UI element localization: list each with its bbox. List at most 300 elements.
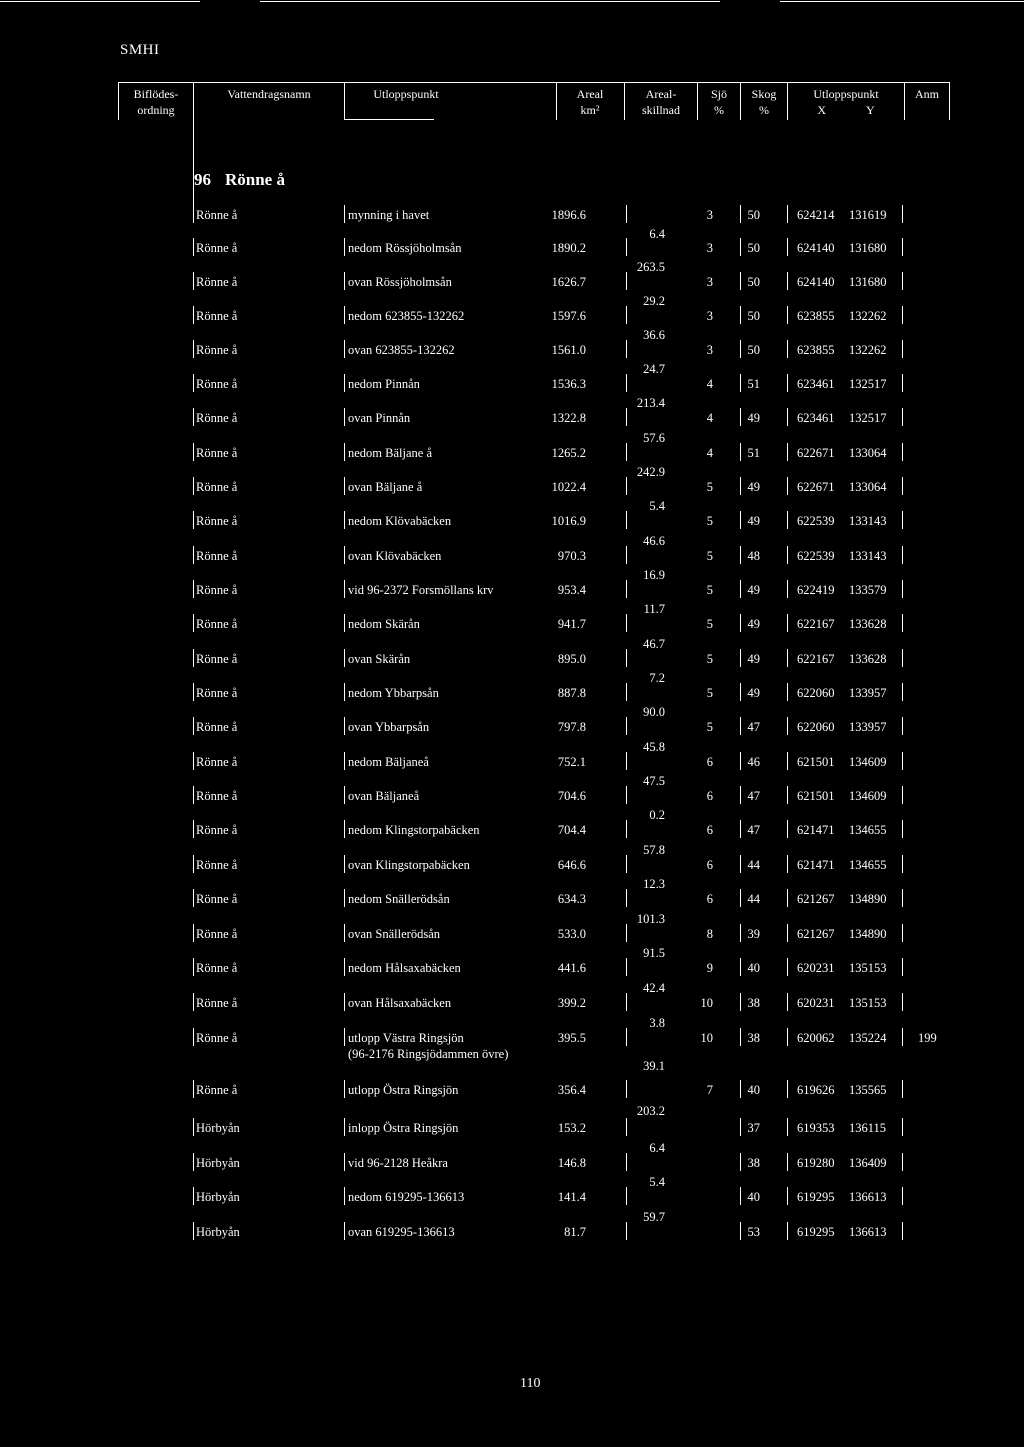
river-cell: Rönne å [196,309,238,323]
col-order-header: Biflödes- ordning [133,87,179,117]
cell-divider [740,374,741,392]
cell-divider [626,443,627,461]
x-cell: 623461 [797,377,835,391]
cell-divider [193,546,194,564]
area-diff-value: 91.5 [643,946,665,960]
river-cell: Rönne å [196,961,238,975]
outlet-cell: ovan 619295-136613 [348,1225,455,1239]
cell-divider [740,820,741,838]
area-cell: 533.0 [557,927,586,941]
cell-divider [787,580,788,598]
y-cell: 135153 [849,996,887,1010]
x-cell: 620231 [797,996,835,1010]
table-row [0,410,1024,430]
cell-divider [344,1187,345,1205]
river-cell: Rönne å [196,892,238,906]
table-row [0,754,1024,774]
river-cell: Hörbyån [196,1190,240,1204]
note-cell: 199 [918,1031,937,1045]
cell-divider [344,958,345,976]
lake-cell: 3 [706,275,713,289]
cell-divider [902,238,903,256]
forest-cell: 50 [747,241,760,255]
lake-cell: 9 [706,961,713,975]
river-cell: Rönne å [196,686,238,700]
cell-divider [902,993,903,1011]
x-cell: 621471 [797,823,835,837]
cell-divider [787,1118,788,1136]
y-cell: 134655 [849,858,887,872]
cell-divider [344,855,345,873]
lake-cell: 5 [706,549,713,563]
cell-divider [740,1187,741,1205]
cell-divider [740,717,741,735]
cell-divider [740,546,741,564]
cell-divider [626,683,627,701]
forest-cell: 47 [747,720,760,734]
cell-divider [344,306,345,324]
y-cell: 135565 [849,1083,887,1097]
cell-divider [626,717,627,735]
area-diff-value: 24.7 [643,362,665,376]
cell-divider [787,1080,788,1098]
x-cell: 619295 [797,1225,835,1239]
cell-divider [740,649,741,667]
cell-divider [740,580,741,598]
cell-divider [193,511,194,529]
cell-divider [344,1028,345,1046]
lake-cell: 6 [706,755,713,769]
forest-cell: 38 [747,1031,760,1045]
outlet-cell: ovan Hålsaxabäcken [348,996,452,1010]
area-cell: 395.5 [557,1031,586,1045]
area-cell: 634.3 [557,892,586,906]
cell-divider [344,649,345,667]
area-cell: 1265.2 [551,446,586,460]
x-cell: 622671 [797,480,835,494]
cell-divider [740,786,741,804]
y-cell: 133064 [849,480,887,494]
river-cell: Hörbyån [196,1225,240,1239]
cell-divider [787,752,788,770]
table-row [0,479,1024,499]
cell-divider [787,1187,788,1205]
y-cell: 136409 [849,1156,887,1170]
cell-divider [344,340,345,358]
table-row [0,207,1024,227]
x-cell: 623855 [797,343,835,357]
cell-divider [344,1080,345,1098]
cell-divider [787,272,788,290]
area-cell: 797.8 [557,720,586,734]
forest-cell: 49 [747,686,760,700]
x-cell: 622060 [797,720,835,734]
lake-cell: 5 [706,686,713,700]
outlet-cell: ovan Bäljaneå [348,789,420,803]
cell-divider [740,1118,741,1136]
outlet-cell: nedom Snällerödsån [348,892,450,906]
cell-divider [902,374,903,392]
cell-divider [902,924,903,942]
cell-divider [626,1153,627,1171]
cell-divider [902,546,903,564]
cell-divider [902,1153,903,1171]
lake-cell: 3 [706,208,713,222]
river-cell: Rönne å [196,275,238,289]
x-cell: 623461 [797,411,835,425]
col-note-header: Anm [915,87,939,101]
cell-divider [902,1118,903,1136]
river-cell: Rönne å [196,583,238,597]
cell-divider [787,477,788,495]
forest-cell: 37 [747,1121,760,1135]
area-diff-value: 263.5 [636,260,665,274]
area-cell: 704.6 [557,789,586,803]
x-cell: 621267 [797,892,835,906]
forest-cell: 50 [747,343,760,357]
lake-cell: 4 [706,411,713,425]
cell-divider [902,205,903,223]
area-cell: 1890.2 [551,241,586,255]
area-cell: 1322.8 [551,411,586,425]
cell-divider [787,306,788,324]
outlet-cell: nedom 623855-132262 [348,309,465,323]
outlet-cell: nedom Bäljane å [348,446,432,460]
cell-divider [787,511,788,529]
area-cell: 1536.3 [551,377,586,391]
header-bottom-rule [344,119,434,120]
river-cell: Rönne å [196,1083,238,1097]
outlet-cell: ovan Pinnån [348,411,411,425]
forest-cell: 49 [747,583,760,597]
cell-divider [344,580,345,598]
x-cell: 619295 [797,1190,835,1204]
cell-divider [193,820,194,838]
outlet-cell: nedom Klövabäcken [348,514,452,528]
cell-divider [193,889,194,907]
cell-divider [193,1153,194,1171]
x-cell: 621501 [797,755,835,769]
area-cell: 141.4 [557,1190,586,1204]
cell-divider [902,958,903,976]
y-cell: 136115 [849,1121,887,1135]
y-cell: 136613 [849,1190,887,1204]
area-diff-value: 57.6 [643,430,665,445]
cell-divider [902,306,903,324]
lake-cell: 3 [706,241,713,255]
table-row [0,995,1024,1015]
cell-divider [787,408,788,426]
table-row [0,582,1024,602]
cell-divider [193,580,194,598]
cell-divider [626,1222,627,1240]
table-row [0,1120,1024,1140]
forest-cell: 39 [747,927,760,941]
cell-divider [740,958,741,976]
lake-cell: 5 [706,480,713,494]
area-diff-value: 0.2 [649,808,665,822]
cell-divider [787,958,788,976]
lake-cell: 4 [706,446,713,460]
cell-divider [193,786,194,804]
cell-divider [344,1222,345,1240]
table-row [0,376,1024,396]
table-row [0,513,1024,533]
lake-cell: 7 [706,1083,713,1097]
outlet-cell: utlopp Östra Ringsjön [348,1083,459,1097]
area-cell: 81.7 [564,1225,586,1239]
cell-divider [344,993,345,1011]
area-cell: 1626.7 [551,275,586,289]
cell-divider [344,205,345,223]
x-cell: 622419 [797,583,835,597]
cell-divider [740,205,741,223]
table-row [0,616,1024,636]
x-cell: 624140 [797,241,835,255]
cell-divider [902,1080,903,1098]
cell-divider [902,683,903,701]
area-cell: 356.4 [557,1083,586,1097]
river-cell: Rönne å [196,823,238,837]
cell-divider [626,238,627,256]
cell-divider [626,205,627,223]
cell-divider [344,614,345,632]
river-cell: Rönne å [196,858,238,872]
cell-divider [902,889,903,907]
area-cell: 953.4 [557,583,586,597]
forest-cell: 40 [747,961,760,975]
cell-divider [344,924,345,942]
area-cell: 153.2 [557,1121,586,1135]
area-cell: 941.7 [557,617,586,631]
cell-divider [193,340,194,358]
cell-divider [344,683,345,701]
area-cell: 704.4 [557,823,586,837]
river-cell: Rönne å [196,652,238,666]
cell-divider [787,993,788,1011]
outlet-cell: utlopp Västra Ringsjön [348,1031,464,1045]
cell-divider [344,272,345,290]
cell-divider [193,1080,194,1098]
cell-divider [902,614,903,632]
cell-divider [740,1153,741,1171]
forest-cell: 50 [747,309,760,323]
cell-divider [626,1187,627,1205]
cell-divider [787,649,788,667]
cell-divider [740,443,741,461]
table-row [0,891,1024,911]
y-cell: 132262 [849,343,887,357]
cell-divider [787,820,788,838]
area-diff-value: 36.6 [643,328,665,342]
cell-divider [740,855,741,873]
lake-cell: 5 [706,583,713,597]
area-diff-value: 3.8 [649,1015,665,1030]
outlet-cell: ovan 623855-132262 [348,343,455,357]
area-diff-value: 47.5 [643,774,665,788]
forest-cell: 51 [747,446,760,460]
cell-divider [193,683,194,701]
area-diff-value: 90.0 [643,705,665,719]
y-cell: 132517 [849,411,887,425]
table-row [0,548,1024,568]
forest-cell: 49 [747,514,760,528]
cell-divider [787,238,788,256]
table-row [0,960,1024,980]
y-cell: 134609 [849,789,887,803]
table-row [0,788,1024,808]
lake-cell: 5 [706,514,713,528]
cell-divider [626,1118,627,1136]
header-top-rule [118,82,949,83]
cell-divider [193,649,194,667]
cell-divider [787,717,788,735]
lake-cell: 4 [706,377,713,391]
table-row [0,1189,1024,1209]
cell-divider [787,1028,788,1046]
cell-divider [902,408,903,426]
outlet-cell: ovan Klövabäcken [348,549,442,563]
y-cell: 134655 [849,823,887,837]
cell-divider [626,752,627,770]
river-cell: Rönne å [196,927,238,941]
cell-divider [740,1028,741,1046]
y-cell: 136613 [849,1225,887,1239]
area-diff-value: 5.4 [649,499,665,513]
cell-divider [902,1187,903,1205]
table-row [0,719,1024,739]
cell-divider [626,408,627,426]
cell-divider [193,374,194,392]
outlet-cell: nedom Skärån [348,617,420,631]
cell-divider [193,958,194,976]
x-cell: 622539 [797,514,835,528]
y-cell: 134890 [849,927,887,941]
outlet-cell: ovan Snällerödsån [348,927,440,941]
lake-cell: 5 [706,617,713,631]
cell-divider [626,374,627,392]
lake-cell: 6 [706,823,713,837]
x-cell: 619626 [797,1083,835,1097]
forest-cell: 48 [747,549,760,563]
area-cell: 646.6 [557,858,586,872]
lake-cell: 3 [706,309,713,323]
table-row [0,926,1024,946]
cell-divider [193,1118,194,1136]
forest-cell: 49 [747,652,760,666]
col-area-diff-header: Areal- skillnad [642,87,680,117]
cell-divider [740,408,741,426]
cell-divider [787,1153,788,1171]
area-diff-value: 12.3 [643,877,665,891]
outlet-cell: ovan Skärån [348,652,411,666]
cell-divider [740,306,741,324]
cell-divider [902,855,903,873]
river-cell: Rönne å [196,720,238,734]
x-cell: 624214 [797,208,835,222]
cell-divider [344,1153,345,1171]
forest-cell: 50 [747,275,760,289]
table-row [0,342,1024,362]
cell-divider [787,374,788,392]
cell-divider [193,408,194,426]
lake-cell: 5 [706,652,713,666]
x-cell: 624140 [797,275,835,289]
table-row [0,274,1024,294]
area-diff-value: 6.4 [649,226,665,241]
cell-divider [740,272,741,290]
river-cell: Rönne å [196,789,238,803]
area-cell: 1022.4 [551,480,586,494]
cell-divider [193,717,194,735]
cell-divider [740,340,741,358]
cell-divider [902,1028,903,1046]
cell-divider [344,477,345,495]
cell-divider [626,820,627,838]
area-diff-value: 5.4 [649,1175,665,1189]
cell-divider [344,717,345,735]
cell-divider [344,546,345,564]
y-cell: 132517 [849,377,887,391]
cell-divider [626,477,627,495]
lake-cell: 3 [706,343,713,357]
cell-divider [193,306,194,324]
outlet-cell: vid 96-2128 Heåkra [348,1156,448,1170]
cell-divider [193,924,194,942]
lake-cell: 10 [700,1031,713,1045]
area-diff-value: 59.7 [643,1209,665,1224]
cell-divider [626,340,627,358]
forest-cell: 51 [747,377,760,391]
table-row [0,857,1024,877]
forest-cell: 53 [747,1225,760,1239]
x-cell: 623855 [797,309,835,323]
area-diff-value: 16.9 [643,568,665,582]
river-cell: Rönne å [196,514,238,528]
cell-divider [344,443,345,461]
cell-divider [740,924,741,942]
river-cell: Rönne å [196,377,238,391]
x-cell: 619280 [797,1156,835,1170]
y-cell: 132262 [849,309,887,323]
cell-divider [193,1222,194,1240]
area-diff-value: 242.9 [636,465,665,479]
cell-divider [344,374,345,392]
area-diff-value: 213.4 [636,396,665,410]
outlet-cell: nedom Klingstorpabäcken [348,823,480,837]
x-cell: 622167 [797,652,835,666]
area-cell: 887.8 [557,686,586,700]
river-cell: Rönne å [196,480,238,494]
cell-divider [344,511,345,529]
outlet-cell: nedom Pinnån [348,377,420,391]
cell-divider [626,855,627,873]
col-forest-header: Skog % [751,87,777,117]
forest-cell: 44 [747,858,760,872]
cell-divider [902,340,903,358]
cell-divider [787,924,788,942]
cell-divider [787,889,788,907]
col-coords-header: Utloppspunkt X Y [813,87,879,117]
forest-cell: 49 [747,480,760,494]
cell-divider [193,205,194,223]
forest-cell: 47 [747,823,760,837]
table-row [0,1030,1024,1061]
cell-divider [740,238,741,256]
outlet-cell-line2: (96-2176 Ringsjödammen övre) [348,1047,509,1061]
y-cell: 133628 [849,617,887,631]
table-row [0,1082,1024,1102]
